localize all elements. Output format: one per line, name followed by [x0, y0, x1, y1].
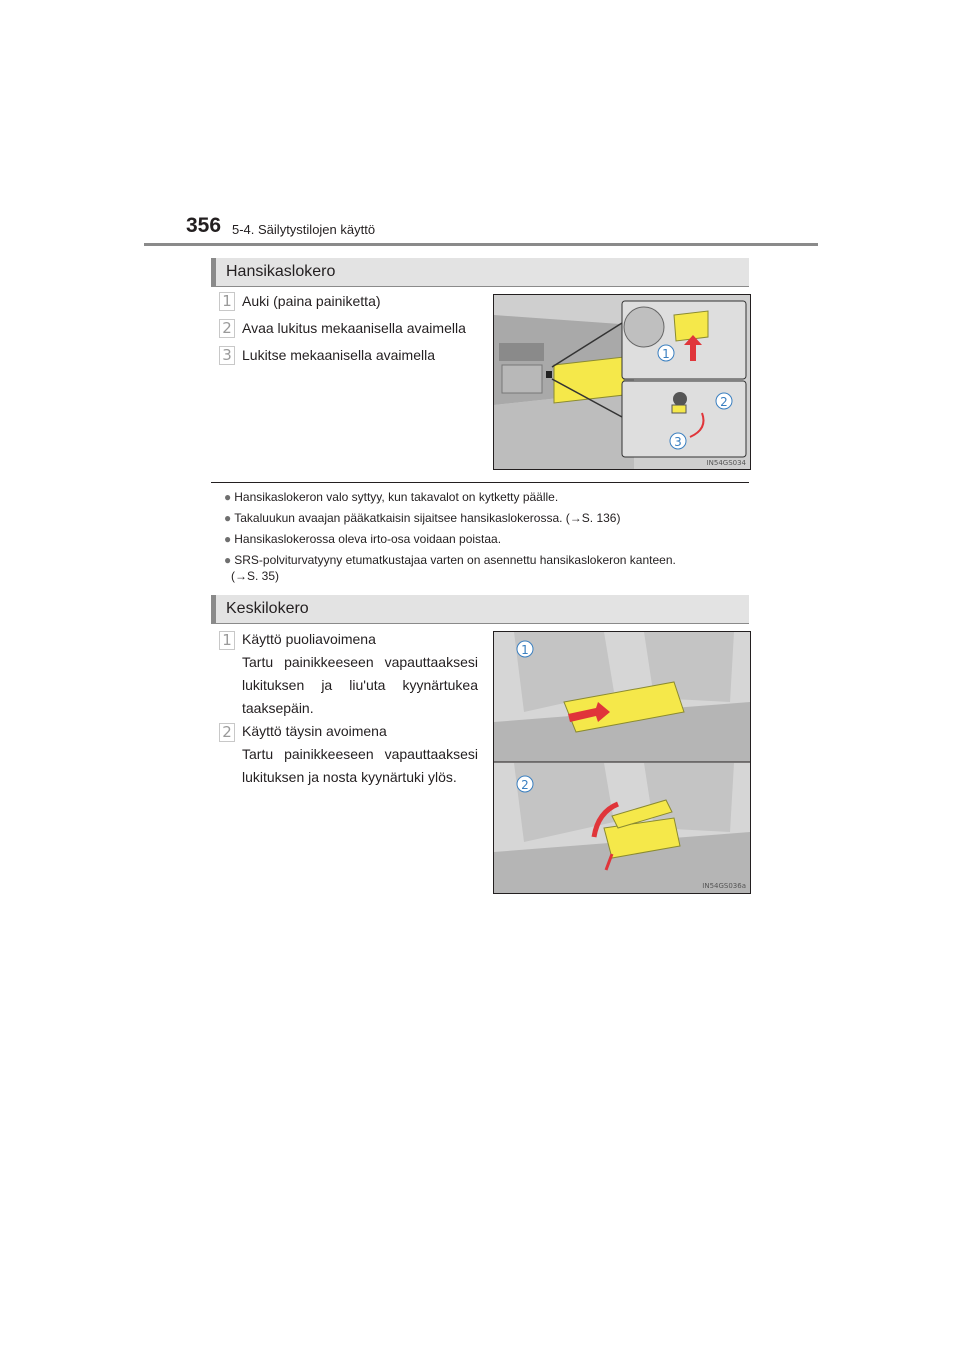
- callout-1: 1: [521, 643, 529, 657]
- console-item-2-heading: Käyttö täysin avoimena: [242, 723, 387, 739]
- glovebox-illustration: [493, 294, 751, 470]
- glovebox-item-2: Avaa lukitus mekaanisella avaimella: [242, 320, 466, 336]
- header-rule: [144, 243, 818, 246]
- page-number: 356: [186, 214, 222, 237]
- glovebox-drawing: [494, 295, 750, 469]
- glovebox-item-1: Auki (paina painiketta): [242, 293, 381, 309]
- callout-1: 1: [662, 347, 670, 361]
- console-item-2-text: Tartu painikkeeseen vapauttaaksesi lukituksen ja nosta kyynärtuki ylös.: [242, 746, 478, 785]
- item-number: 2: [219, 723, 235, 742]
- section-title-center-console: Keskilokero: [211, 595, 749, 623]
- callout-3: 3: [674, 435, 682, 449]
- callout-2: 2: [521, 778, 529, 792]
- note-3: ● Hansikaslokerossa oleva irto-osa voidaan poistaa.: [224, 532, 502, 546]
- console-item-1-heading: Käyttö puoliavoimena: [242, 631, 376, 647]
- callout-2: 2: [720, 395, 728, 409]
- console-drawing: [494, 632, 750, 893]
- console-illustration: [493, 631, 751, 894]
- item-number: 2: [219, 319, 235, 338]
- console-item-1-text: Tartu painikkeeseen vapauttaaksesi lukituksen ja liu'uta kyynärtukea taaksepäin.: [242, 654, 478, 716]
- note-2: ● Takaluukun avaajan pääkatkaisin sijaitsee hansikaslokerossa. (→S. 136): [224, 511, 621, 525]
- section-underline: [211, 286, 749, 287]
- figure-code: IN54GS036a: [702, 882, 746, 890]
- section-title-glovebox: Hansikaslokero: [211, 258, 749, 286]
- chapter-title: 5-4. Säilytystilojen käyttö: [232, 222, 376, 237]
- note-rule: [211, 482, 749, 483]
- item-number: 1: [219, 292, 235, 311]
- glovebox-item-3: Lukitse mekaanisella avaimella: [242, 347, 435, 363]
- figure-code: IN54GS034: [706, 459, 746, 467]
- item-number: 1: [219, 631, 235, 650]
- section-underline: [211, 623, 749, 624]
- note-4: ● SRS-polviturvatyyny etumatkustajaa varten on asennettu hansikaslokeron kanteen.: [224, 553, 676, 567]
- note-1: ● Hansikaslokeron valo syttyy, kun takavalot on kytketty päälle.: [224, 490, 559, 504]
- note-4-ref: (→S. 35): [231, 569, 280, 583]
- item-number: 3: [219, 346, 235, 365]
